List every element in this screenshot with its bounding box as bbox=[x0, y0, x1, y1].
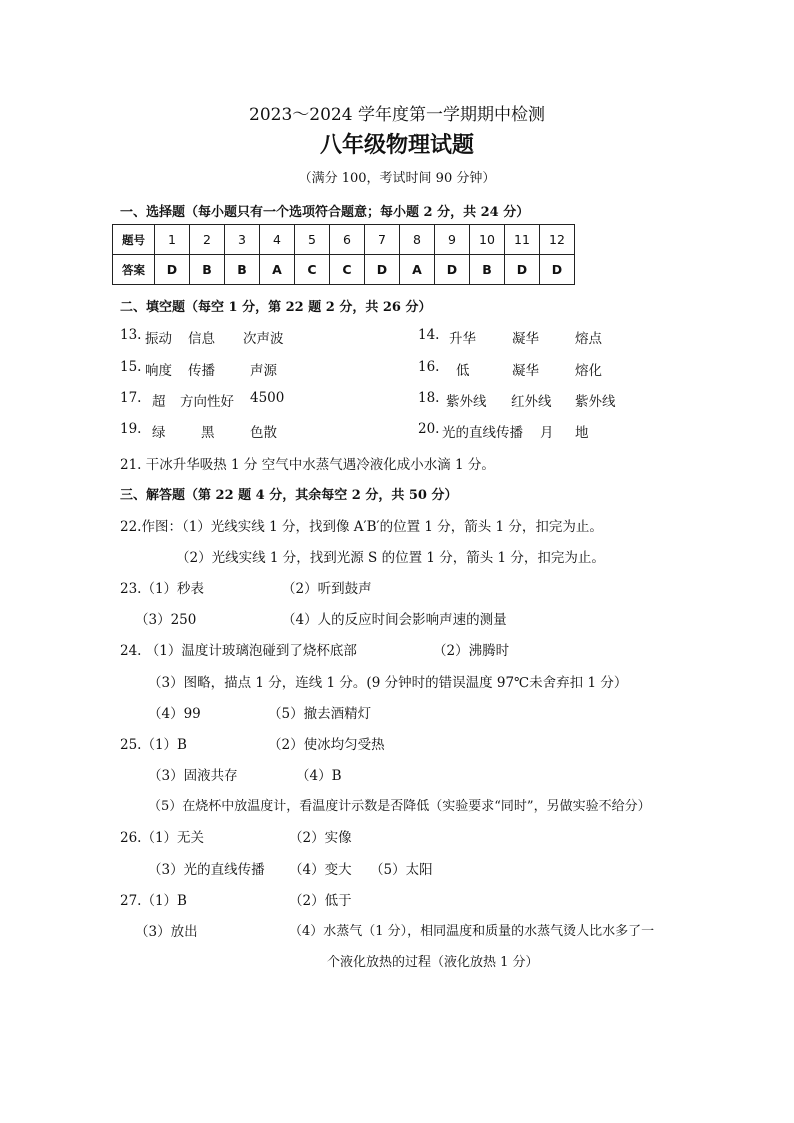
q20-number: 20. bbox=[418, 421, 440, 437]
q17-answer-2: 方向性好 bbox=[180, 394, 234, 410]
q26-part-3: （3）光的直线传播 bbox=[148, 862, 265, 878]
table-cell-number: 9 bbox=[435, 225, 470, 255]
q25-part-1: 25.（1）B bbox=[120, 737, 187, 753]
q16-answer-3: 熔化 bbox=[575, 363, 602, 379]
exam-title: 八年级物理试题 bbox=[319, 133, 474, 158]
q14-answer-2: 凝华 bbox=[512, 331, 539, 347]
q26-part-1: 26.（1）无关 bbox=[120, 830, 205, 846]
exam-header-line: 2023～2024 学年度第一学期期中检测 bbox=[249, 105, 545, 125]
q16-answer-2: 凝华 bbox=[512, 363, 539, 379]
q21-answer: 21. 干冰升华吸热 1 分 空气中水蒸气遇冷液化成小水滴 1 分。 bbox=[120, 457, 495, 473]
q27-part-2: （2）低于 bbox=[289, 893, 352, 909]
table-cell-number: 1 bbox=[155, 225, 190, 255]
q24-part-2: （2）沸腾时 bbox=[433, 643, 510, 659]
q23-part-4: （4）人的反应时间会影响声速的测量 bbox=[282, 612, 507, 628]
q25-part-5: （5）在烧杯中放温度计，看温度计示数是否降低（实验要求“同时”，另做实验不给分） bbox=[148, 799, 651, 814]
q22-line-1: 22.作图：（1）光线实线 1 分，找到像 A′B′的位置 1 分，箭头 1 分，扣完为止。 bbox=[120, 519, 603, 535]
q25-part-2: （2）使冰均匀受热 bbox=[268, 737, 385, 753]
q15-answer-3: 声源 bbox=[250, 363, 277, 379]
q14-answer-1: 升华 bbox=[449, 331, 476, 347]
q19-answer-2: 黑 bbox=[201, 425, 215, 441]
q20-answer-1: 光的直线传播 bbox=[442, 425, 523, 441]
q23-part-1: 23.（1）秒表 bbox=[120, 581, 205, 597]
q27-part-1: 27.（1）B bbox=[120, 893, 187, 909]
q20-answer-2: 月 bbox=[540, 425, 554, 441]
q24-part-4: （4）99 bbox=[148, 706, 201, 722]
table-cell-answer: D bbox=[505, 255, 540, 285]
table-cell-number: 2 bbox=[190, 225, 225, 255]
q17-answer-3: 4500 bbox=[250, 390, 285, 406]
q26-part-5: （5）太阳 bbox=[370, 862, 433, 878]
table-cell-answer: C bbox=[295, 255, 330, 285]
table-cell-answer: B bbox=[470, 255, 505, 285]
q25-part-4: （4）B bbox=[296, 768, 342, 784]
q15-number: 15. bbox=[120, 359, 142, 375]
q14-answer-3: 熔点 bbox=[575, 331, 602, 347]
q15-answer-1: 响度 bbox=[145, 363, 172, 379]
q19-answer-1: 绿 bbox=[152, 425, 166, 441]
table-cell-number: 3 bbox=[225, 225, 260, 255]
q27-part-3: （3）放出 bbox=[135, 924, 198, 940]
q18-answer-2: 红外线 bbox=[511, 394, 552, 410]
q24-part-1: 24. （1）温度计玻璃泡碰到了烧杯底部 bbox=[120, 643, 357, 659]
q24-part-5: （5）撤去酒精灯 bbox=[268, 706, 372, 722]
q17-answer-1: 超 bbox=[152, 394, 166, 410]
table-cell-number: 5 bbox=[295, 225, 330, 255]
table-cell-answer: A bbox=[260, 255, 295, 285]
q27-part-4-continued: 个液化放热的过程（液化放热 1 分） bbox=[327, 955, 539, 970]
q16-answer-1: 低 bbox=[456, 363, 470, 379]
table-cell-answer: D bbox=[365, 255, 400, 285]
q19-number: 19. bbox=[120, 421, 142, 437]
table-cell-number: 8 bbox=[400, 225, 435, 255]
q23-part-3: （3）250 bbox=[135, 612, 197, 628]
section3-heading: 三、解答题（第 22 题 4 分，其余每空 2 分，共 50 分） bbox=[120, 488, 458, 503]
table-cell-answer: C bbox=[330, 255, 365, 285]
q19-answer-3: 色散 bbox=[250, 425, 277, 441]
q22-line-2: （2）光线实线 1 分，找到光源 S 的位置 1 分，箭头 1 分，扣完为止。 bbox=[176, 550, 605, 566]
q13-answer-1: 振动 bbox=[145, 331, 172, 347]
section1-heading: 一、选择题（每小题只有一个选项符合题意；每小题 2 分，共 24 分） bbox=[120, 205, 530, 220]
q16-number: 16. bbox=[418, 359, 440, 375]
q15-answer-2: 传播 bbox=[188, 363, 215, 379]
table-cell-number: 10 bbox=[470, 225, 505, 255]
q25-part-3: （3）固液共存 bbox=[148, 768, 238, 784]
table-cell-answer: B bbox=[225, 255, 260, 285]
q13-answer-3: 次声波 bbox=[243, 331, 284, 347]
exam-subtitle: （满分 100，考试时间 90 分钟） bbox=[298, 171, 496, 186]
q26-part-2: （2）实像 bbox=[289, 830, 352, 846]
q18-answer-3: 紫外线 bbox=[575, 394, 616, 410]
q27-part-4: （4）水蒸气（1 分），相同温度和质量的水蒸气烫人比水多了一 bbox=[289, 924, 655, 939]
q18-number: 18. bbox=[418, 390, 440, 406]
q17-number: 17. bbox=[120, 390, 142, 406]
table-cell-answer: D bbox=[155, 255, 190, 285]
q23-part-2: （2）听到鼓声 bbox=[282, 581, 372, 597]
q26-part-4: （4）变大 bbox=[289, 862, 352, 878]
q13-answer-2: 信息 bbox=[188, 331, 215, 347]
table-cell-number: 7 bbox=[365, 225, 400, 255]
table-cell-number: 4 bbox=[260, 225, 295, 255]
answer-table-answer-label: 答案 bbox=[113, 255, 155, 285]
q13-number: 13. bbox=[120, 327, 142, 343]
section2-heading: 二、填空题（每空 1 分，第 22 题 2 分，共 26 分） bbox=[120, 300, 432, 315]
table-cell-answer: D bbox=[540, 255, 575, 285]
answer-table-number-label: 题号 bbox=[113, 225, 155, 255]
q24-part-3: （3）图略，描点 1 分，连线 1 分。(9 分钟时的错误温度 97℃未舍弃扣 1 分） bbox=[148, 675, 628, 691]
q18-answer-1: 紫外线 bbox=[446, 394, 487, 410]
table-cell-number: 12 bbox=[540, 225, 575, 255]
q20-answer-3: 地 bbox=[575, 425, 589, 441]
q14-number: 14. bbox=[418, 327, 440, 343]
table-cell-answer: D bbox=[435, 255, 470, 285]
table-cell-answer: A bbox=[400, 255, 435, 285]
table-cell-number: 11 bbox=[505, 225, 540, 255]
table-cell-number: 6 bbox=[330, 225, 365, 255]
table-cell-answer: B bbox=[190, 255, 225, 285]
answer-table bbox=[112, 224, 575, 285]
